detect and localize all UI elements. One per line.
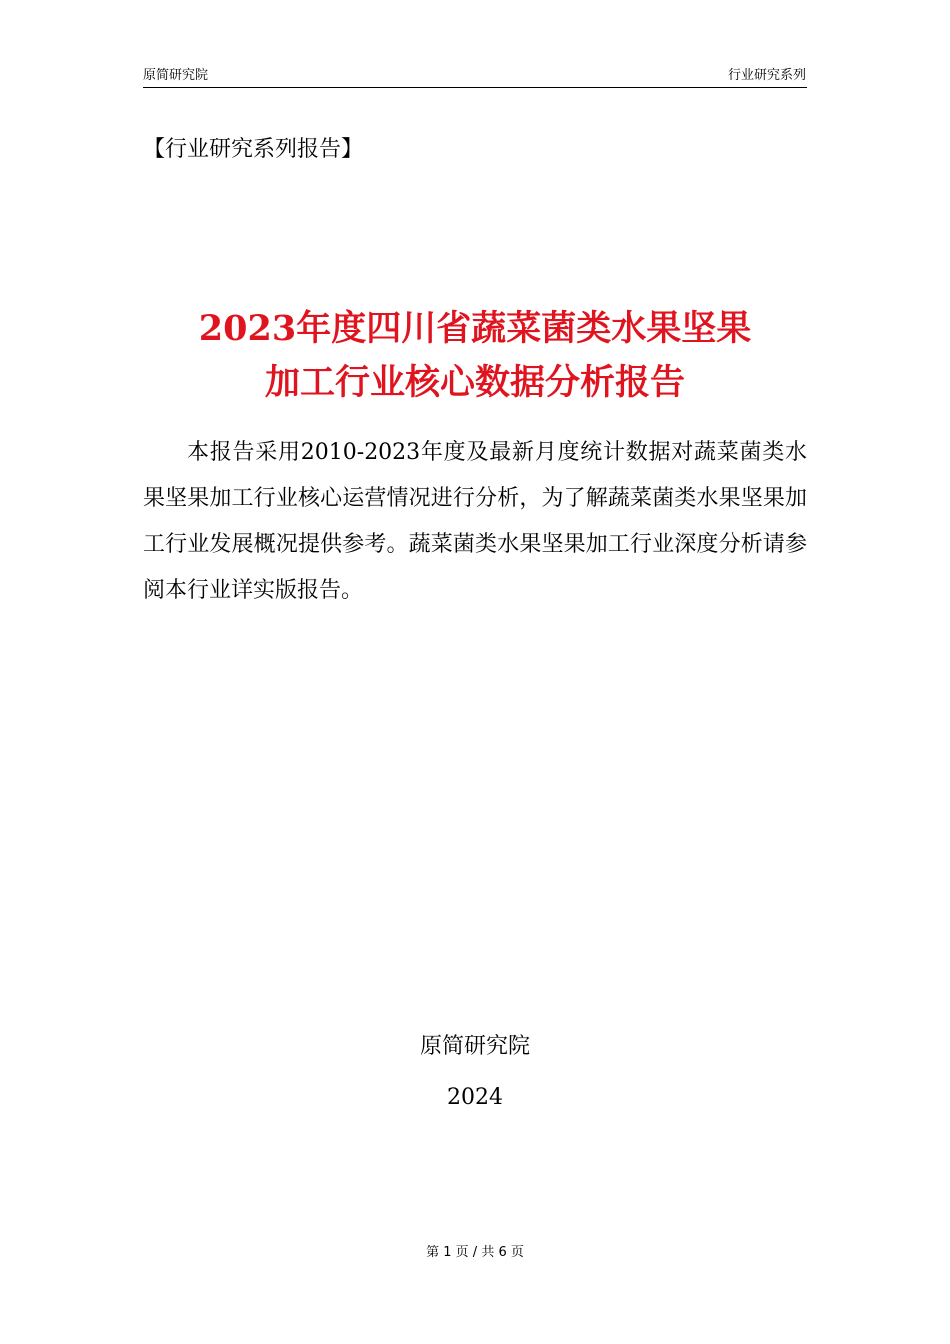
publication-year: 2024 [447,1085,503,1110]
report-title [143,302,807,410]
header-organization: 原简研究院 [143,68,209,83]
intro-paragraph: 本报告采用2010-2023年度及最新月度统计数据对蔬菜菌类水果坚果加工行业核心运营情况进行分析，为了解蔬菜菌类水果坚果加工行业发展概况提供参考。蔬菜菌类水果坚果加工行业深度分析请参阅本行业详实版报告。 [143,440,807,603]
page-number: 第 1 页 / 共 6 页 [426,1245,524,1260]
series-tag: 【行业研究系列报告】 [143,137,364,162]
header-divider [143,87,807,88]
publisher-name: 原简研究院 [419,1034,530,1059]
report-title-line-1: 2023年度四川省蔬菜菌类水果坚果 [198,308,752,349]
report-title-line-2: 加工行业核心数据分析报告 [264,362,685,403]
header-series: 行业研究系列 [727,68,806,83]
